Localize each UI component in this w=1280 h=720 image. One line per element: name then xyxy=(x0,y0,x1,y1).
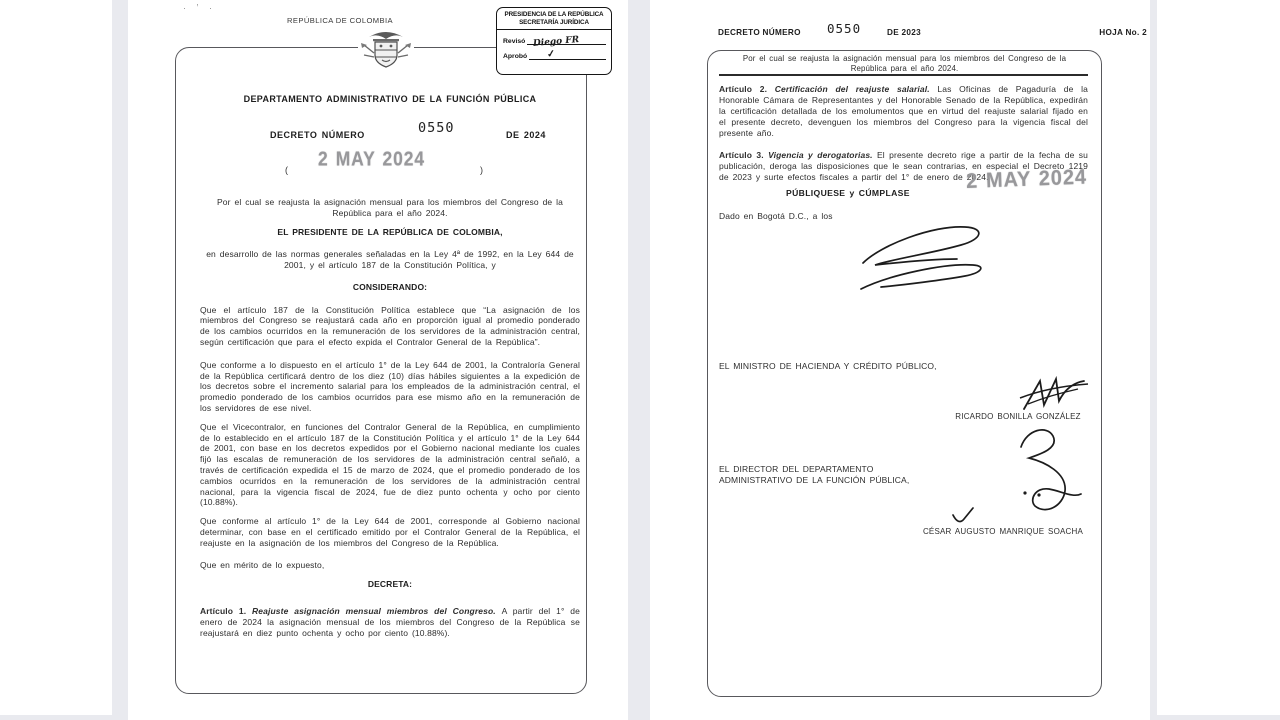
decree-subject: Por el cual se reajusta la asignación mensual para los miembros del Congreso de la República para el año 2024. xyxy=(217,196,563,218)
president-signature xyxy=(853,219,998,303)
decree-year: DE 2024 xyxy=(506,129,546,140)
country-title: REPÚBLICA DE COLOMBIA xyxy=(287,16,393,25)
article-1-title: Reajuste asignación mensual miembros del Congreso. xyxy=(252,606,502,617)
article-3-label: Artículo 3. xyxy=(719,150,769,160)
page2-decree-label: DECRETO NÚMERO xyxy=(718,28,801,37)
president-heading: EL PRESIDENTE DE LA REPÚBLICA DE COLOMBIA, xyxy=(277,227,503,238)
article-2-title: Certificación del reajuste salarial. xyxy=(774,84,938,94)
considerando-heading: CONSIDERANDO: xyxy=(352,281,428,292)
considerando-paragraph-3: Que el Vicecontralor, en funciones del Contralor General de la República, en cumplimiento de lo establecido en el artículo 187 de la Constitución Política y el artículo 1° de la Ley 644 de 2001, con base en los decretos expedidos por el Gobierno nacional mediante los cuales fijó las escalas de remuneración de los servidores de la administración central señaló, a través de certificación expedida el 15 de marzo de 2024, que el promedio ponderado de los cambios ocurridos en la remuneración de los servidores de la administración central nacional, para la vigencia fiscal de 2024, fue de diez punto ochenta y ocho por ciento (10.88%). xyxy=(200,421,580,508)
publiquese-heading: PÚBLIQUESE y CÚMPLASE xyxy=(786,188,910,198)
director-signature xyxy=(943,423,1093,531)
aprobo-line xyxy=(529,44,606,60)
pen-marks: · ʼ · xyxy=(183,3,216,13)
decree-page-2 xyxy=(650,0,1150,720)
secretaria-juridica-stamp xyxy=(496,7,612,75)
article-1 xyxy=(200,606,580,638)
considerando-paragraph-2: Que conforme a lo dispuesto en el artículo 1° de la Ley 644 de 2001, la Contraloría General de la República certificará dentro de los diez (10) días hábiles siguientes a la expedición de los decretos sobre el incremento salarial para los empleados de la administración central, el promedio ponderado de los cambios ocurridos para ese mismo año en la remuneración de los servidores de ese nivel. xyxy=(200,359,580,413)
considerando-paragraph-4: Que conforme al artículo 1° de la Ley 644 de 2001, corresponde al Gobierno nacional determinar, con base en el certificado emitido por el Contralor General de la República, el reajuste en la asignación de los miembros del Congreso de la República. xyxy=(200,516,580,548)
decree-number-value: 0550 xyxy=(418,119,455,136)
director-name: CÉSAR AUGUSTO MANRIQUE SOACHA xyxy=(922,527,1084,536)
aprobo-checkmark: ✓ xyxy=(546,48,557,61)
department-heading: DEPARTAMENTO ADMINISTRATIVO DE LA FUNCIÓN PÚBLICA xyxy=(243,94,537,104)
minister-signature xyxy=(1016,371,1096,415)
decree-number-label: DECRETO NÚMERO xyxy=(270,129,365,140)
article-3-title: Vigencia y derogatorias. xyxy=(768,150,878,160)
article-3-text: El presente decreto rige a partir de la fecha de su publicación, deroga las disposiciones que le sean contrarias, en especial el Decreto 1219 de 2023 y surte efectos fiscales a partir del 1° de enero de 2024. xyxy=(719,150,1088,182)
date-stamp-page1: 2 MAY 2024 xyxy=(318,148,426,171)
page2-header-row xyxy=(650,21,1150,42)
article-1-label: Artículo 1. xyxy=(200,606,253,617)
aprobo-label: Aprobó xyxy=(503,53,528,61)
decree-date-row xyxy=(200,148,580,183)
reviso-line xyxy=(527,29,606,50)
stamp-reviso-row xyxy=(497,30,611,50)
stamp-aprobo-row xyxy=(497,45,611,60)
considerando-paragraph-1: Que el artículo 187 de la Constitución Política establece que “La asignación de los miembros del Congreso se reajustará cada año en proporción igual al promedio ponderado de los cambios ocurridos en la remuneración de los servidores de la administración central, según certificación que para el efecto expida el Contralor General de la República”. xyxy=(200,304,580,347)
reviso-label: Revisó xyxy=(503,38,526,46)
date-stamp-page2: 2 MAY 2024 xyxy=(965,165,1088,193)
page2-subject: Por el cual se reajusta la asignación mensual para los miembros del Congreso de la República para el año 2024. xyxy=(742,54,1067,73)
director-title-line1: EL DIRECTOR DEL DEPARTAMENTO xyxy=(719,464,874,474)
viewer-gutter-center xyxy=(628,0,650,720)
decree-number-row xyxy=(200,119,580,145)
minister-title: EL MINISTRO DE HACIENDA Y CRÉDITO PÚBLICO, xyxy=(719,361,937,371)
decreta-heading: DECRETA: xyxy=(367,579,413,590)
reviso-signature: Diego FR xyxy=(532,35,580,50)
director-title-line2: ADMINISTRATIVO DE LA FUNCIÓN PÚBLICA, xyxy=(719,475,910,485)
paren-open: ( xyxy=(285,164,289,175)
dado-line: Dado en Bogotá D.C., a los xyxy=(719,211,833,221)
page2-sheet-number: HOJA No. 2 xyxy=(1099,28,1147,37)
article-1-text: A partir del 1° de enero de 2024 la asignación mensual de los miembros del Congreso de la República se reajustará en diez punto ochenta y ocho por ciento (10.88%). xyxy=(200,606,580,638)
merito-line: Que en mérito de lo expuesto, xyxy=(200,559,325,570)
page1-body xyxy=(200,94,580,639)
stamp-title-line2: SECRETARÍA JURÍDICA xyxy=(519,18,589,26)
article-2-text: Las Oficinas de Pagaduría de la Honorable Cámara de Representantes y del Honorable Senado de la República, expedirán la certificación detallada de los emolumentos que en virtud del reajuste salarial fijado en el presente decreto, devenguen los miembros del Congreso para la vigencia fiscal del presente año. xyxy=(719,84,1088,138)
page2-decree-number: 0550 xyxy=(827,21,862,36)
viewer-gutter-left xyxy=(112,0,128,720)
colombia-coat-of-arms-icon xyxy=(358,29,414,75)
subject-underline xyxy=(719,74,1088,76)
decree-page-1 xyxy=(128,0,628,720)
page2-border-frame xyxy=(707,50,1102,697)
page2-decree-year: DE 2023 xyxy=(887,28,921,37)
article-2 xyxy=(719,84,1088,139)
page2-body xyxy=(708,51,1101,696)
stamp-title-line1: PRESIDENCIA DE LA REPÚBLICA xyxy=(504,11,604,18)
article-2-label: Artículo 2. xyxy=(719,84,775,94)
paren-close: ) xyxy=(480,164,484,175)
minister-name: RICARDO BONILLA GONZÁLEZ xyxy=(955,412,1081,421)
preamble: en desarrollo de las normas generales señaladas en la Ley 4ª de 1992, en la Ley 644 de 2001, y el artículo 187 de la Constitución Política, y xyxy=(206,249,574,270)
